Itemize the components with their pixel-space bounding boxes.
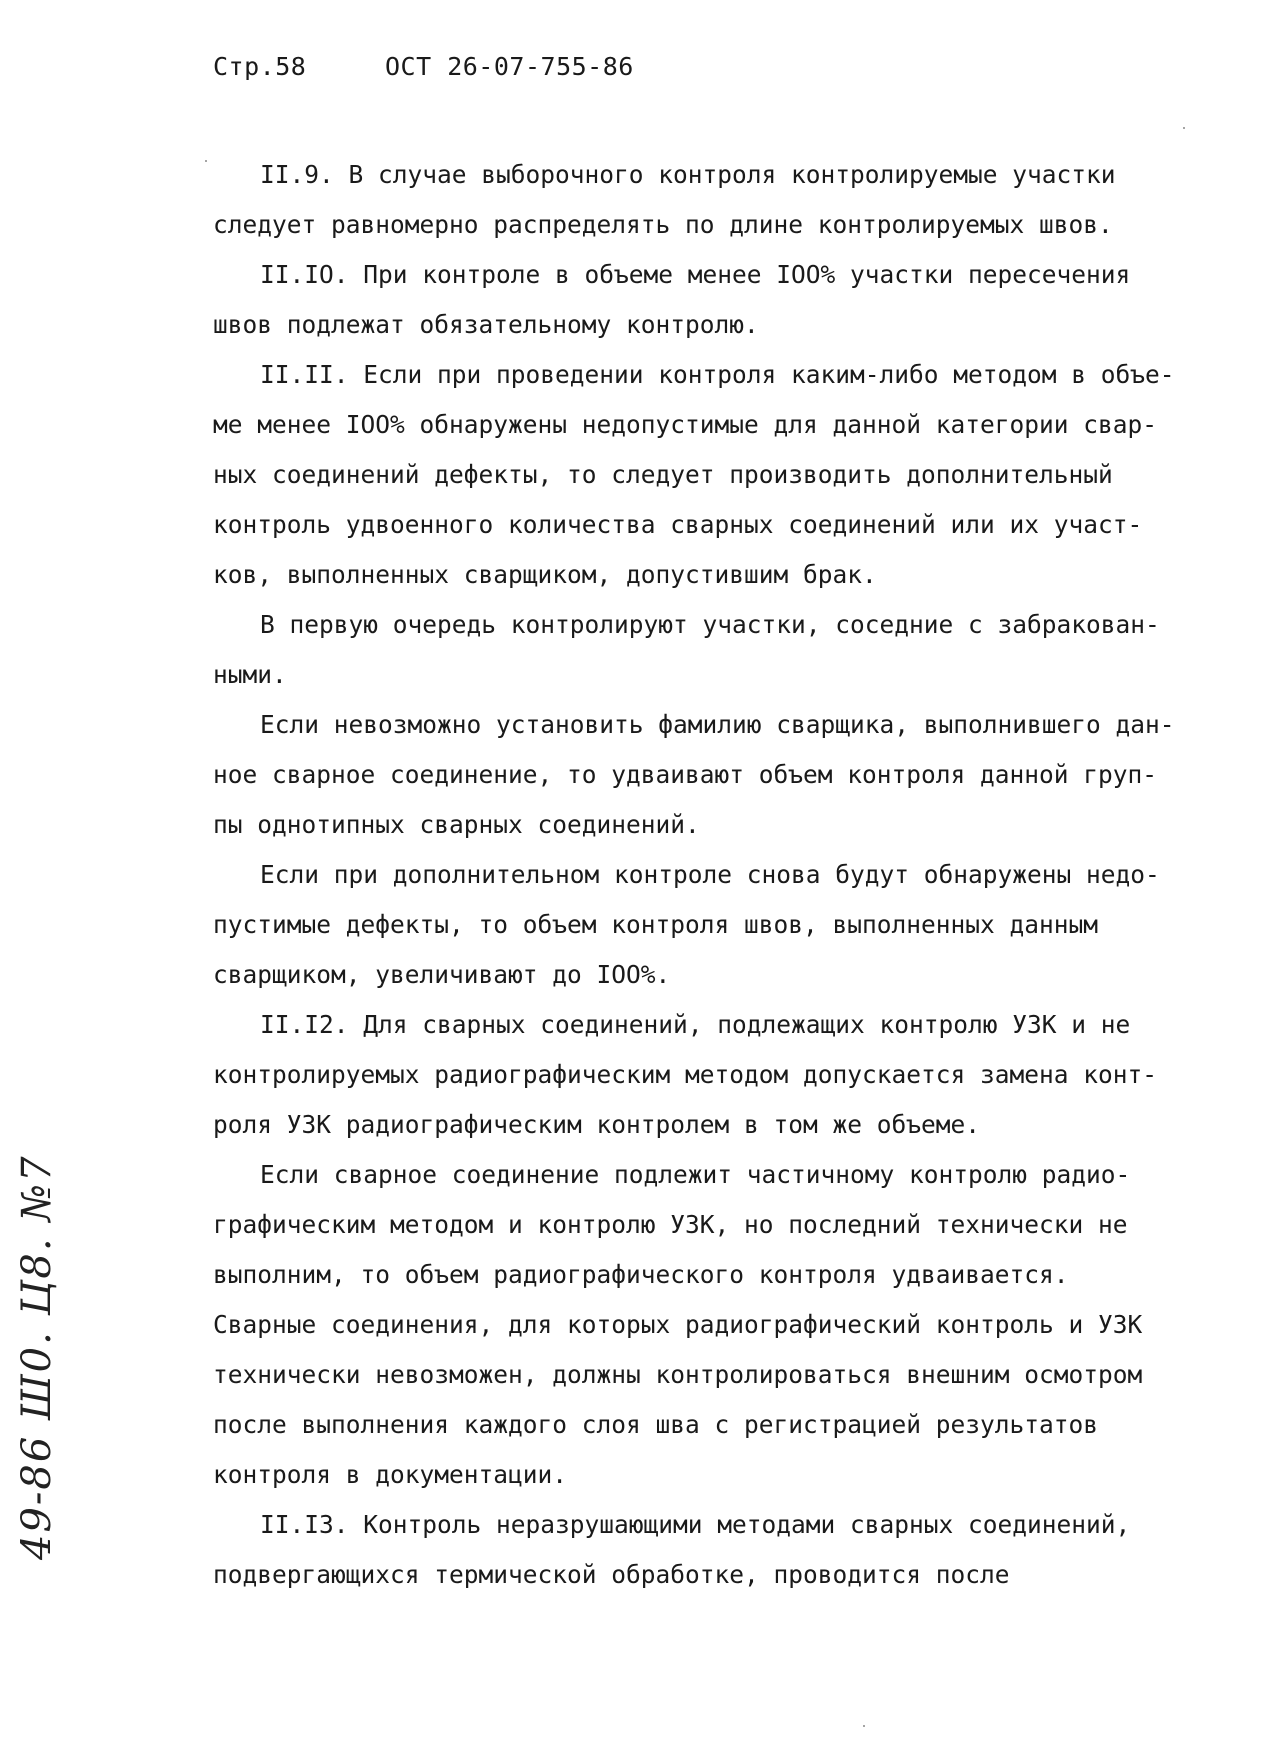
text-line: подвергающихся термической обработке, проводится после <box>213 1560 1010 1589</box>
text-line: II.9. В случае выборочного контроля контролируемые участки <box>260 160 1116 189</box>
text-line: контроля в документации. <box>213 1460 568 1489</box>
text-line: ными. <box>213 660 287 689</box>
text-line: II.IO. При контроле в объеме менее IOO% участки пересечения <box>260 260 1131 289</box>
text-line: II.I2. Для сварных соединений, подлежащих контролю УЗК и не <box>260 1010 1131 1039</box>
text-line: следует равномерно распределять по длине контролируемых швов. <box>213 210 1113 239</box>
text-line: Сварные соединения, для которых радиографический контроль и УЗК <box>213 1310 1143 1339</box>
text-line: ное сварное соединение, то удваивают объем контроля данной груп- <box>213 760 1158 789</box>
text-line: пустимые дефекты, то объем контроля швов, выполненных данным <box>213 910 1099 939</box>
body-text <box>213 150 1223 1600</box>
text-line: графическим методом и контролю УЗК, но последний технически не <box>213 1210 1128 1239</box>
text-line: Если сварное соединение подлежит частичному контролю радио- <box>260 1160 1131 1189</box>
text-line: ме менее IOO% обнаружены недопустимые для данной категории свар- <box>213 410 1158 439</box>
text-line: после выполнения каждого слоя шва с регистрацией результатов <box>213 1410 1099 1439</box>
text-line: II.II. Если при проведении контроля каким-либо методом в объе- <box>260 360 1175 389</box>
page-number: Стр.58 <box>213 52 307 81</box>
text-line: технически невозможен, должны контролироваться внешним осмотром <box>213 1360 1143 1389</box>
text-line: швов подлежат обязательному контролю. <box>213 310 759 339</box>
page-header <box>213 52 634 81</box>
scan-speck <box>205 160 207 162</box>
text-line: выполним, то объем радиографического контроля удваивается. <box>213 1260 1069 1289</box>
text-line: Если при дополнительном контроле снова будут обнаружены недо- <box>260 860 1160 889</box>
text-line: Если невозможно установить фамилию сварщика, выполнившего дан- <box>260 710 1175 739</box>
scan-speck <box>1183 127 1185 129</box>
handwritten-margin-note: 49-86 Ш0. Ц8. №7 <box>14 1154 60 1560</box>
text-line: ков, выполненных сварщиком, допустившим брак. <box>213 560 877 589</box>
text-line: контроль удвоенного количества сварных соединений или их участ- <box>213 510 1143 539</box>
text-line: II.I3. Контроль неразрушающими методами сварных соединений, <box>260 1510 1131 1539</box>
text-line: сварщиком, увеличивают до IOO%. <box>213 960 671 989</box>
text-line: контролируемых радиографическим методом допускается замена конт- <box>213 1060 1158 1089</box>
text-line: роля УЗК радиографическим контролем в том же объеме. <box>213 1110 981 1139</box>
text-line: ных соединений дефекты, то следует производить дополнительный <box>213 460 1113 489</box>
text-line: В первую очередь контролируют участки, соседние с забракован- <box>260 610 1160 639</box>
standard-number: ОСТ 26-07-755-86 <box>385 52 634 81</box>
scan-speck <box>863 1725 865 1727</box>
text-line: пы однотипных сварных соединений. <box>213 810 700 839</box>
